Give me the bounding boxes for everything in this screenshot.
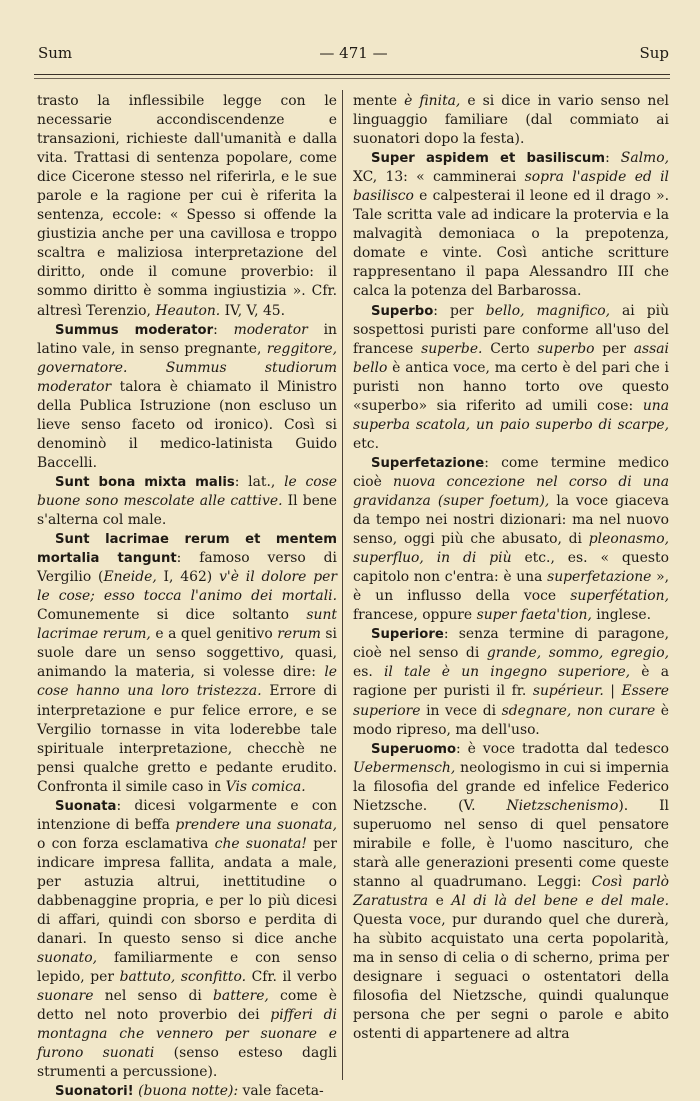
entry-superiore: [353, 625, 669, 739]
entry-text: XC, 13: « camminerai: [353, 169, 525, 186]
entry-text: : è voce tradotta dal tedesco: [456, 740, 669, 757]
column-divider: [342, 90, 343, 1080]
italic-text: v'è il dolore per le cose; esso tocca l'animo dei mortali.: [37, 569, 337, 605]
headword: Summus moderator: [55, 322, 214, 338]
entry-text: o con forza esclamativa: [37, 835, 215, 852]
entry-text: Questa voce, pur durando quel che durerà, ha sùbito acquistato una certa popolarità, ma in senso di celia o di scherno, prima per designare i seguaci o ostentatori della filosofia del Nietzsche, quindi qualunque persona che per segni o parole e abito ostenti di appartenere ad altra: [353, 912, 669, 1043]
entry-text: trasto la inflessibile legge con le necessarie accondiscendenze e transazioni, richieste dall'umanità e dalla vita. Trattasi di sentenza popolare, come dice Cicerone stesso nel riferirla, e le sue parole e la ragione per cui è riferita la sentenza, eccole: « Spesso si offende la giustizia anche per una cavillosa e troppo scaltra e maliziosa interpretazione del diritto, onde il comune proverbio: il sommo diritto è somma ingiustizia ». Cfr. altresì Terenzio,: [37, 93, 337, 319]
right-column: [353, 92, 669, 1044]
italic-text: Essere superiore: [353, 683, 669, 719]
entry-text: ). Il superuomo nel senso di quel pensatore mirabile e folle, è l'uomo nascituro, che starà alle generazioni presenti come queste stanno al quadrumano. Leggi:: [353, 797, 669, 890]
italic-text: Heauton.: [155, 302, 221, 319]
entry-text: : lat.,: [234, 473, 285, 490]
italic-text: Così parlò Zaratustra: [353, 873, 669, 909]
entry-text: vale faceta-: [238, 1083, 324, 1100]
entry-text: :: [213, 321, 234, 338]
entry-text: e a quel genitivo: [150, 626, 278, 643]
entry-text: : famoso verso di Vergilio (: [37, 550, 337, 586]
header-right-guide-word: Sup: [639, 44, 669, 62]
italic-text: che suonata!: [214, 835, 307, 852]
italic-text: suonato,: [37, 950, 98, 967]
entry-text: Comunemente si dice soltanto: [37, 607, 307, 624]
entry-text: », è un influsso della voce: [353, 569, 669, 605]
entry-text: francese, oppure: [353, 607, 477, 624]
entry-text: è a ragione per puristi il fr.: [353, 664, 669, 700]
left-column: [37, 92, 337, 1101]
italic-text: è finita,: [404, 93, 461, 109]
italic-text: Nietzschenismo: [506, 797, 619, 814]
entry-text: :: [605, 150, 621, 167]
running-header: [38, 44, 669, 70]
italic-text: battere,: [213, 988, 269, 1005]
entry-text: (senso esteso dagli strumenti a percussione).: [37, 1045, 337, 1081]
italic-text: sunt lacrimae rerum,: [37, 607, 337, 643]
entry-text: : dicesi volgarmente e con intenzione di beffa: [37, 797, 337, 833]
continued-entry: [353, 92, 669, 149]
italic-text: reggitore, governatore. Summus studiorum moderator: [37, 340, 337, 395]
headword: Sunt bona mixta malis: [55, 474, 235, 490]
entry-sunt-bona-mixta-malis: [37, 473, 337, 530]
headword: Superuomo: [371, 741, 457, 757]
entry-text: Certo: [482, 340, 538, 357]
entry-text: Il bene s'alterna col male.: [37, 492, 337, 529]
headword: Sunt lacrimae rerum et mentem mortalia tangunt: [37, 532, 337, 567]
entry-text: in latino vale, in senso pregnante,: [37, 321, 337, 357]
headword: Superfetazione: [371, 455, 485, 471]
italic-text: moderator: [233, 321, 308, 338]
headword: Superbo: [371, 303, 434, 319]
entry-text: è antica voce, ma certo è del pari che i puristi non hanno torto ove questo «superbo» sia riferito ad umili cose:: [353, 359, 669, 414]
entry-text: : come termine medico cioè: [353, 454, 669, 490]
italic-text: superbe.: [421, 340, 483, 357]
headword: Suonata: [55, 798, 117, 814]
italic-text: pifferi di montagna che vennero per suonare e furono suonati: [37, 1007, 337, 1062]
entry-summus-moderator: [37, 321, 337, 473]
entry-text: è modo ripreso, ma dell'uso.: [353, 702, 670, 738]
entry-text: : per: [433, 302, 486, 319]
entry-text: per: [594, 340, 634, 357]
italic-text: superfetazione: [547, 569, 652, 586]
italic-text: bello, magnifico,: [485, 302, 611, 319]
italic-text: superfétation,: [570, 588, 669, 605]
continued-entry: [37, 92, 337, 321]
entry-text: in vece di: [420, 702, 502, 719]
entry-text: I, 462): [156, 569, 220, 586]
italic-text: Al di là del bene e del male.: [451, 892, 669, 909]
entry-superuomo: [353, 740, 669, 1045]
entry-text: mente: [353, 93, 405, 109]
italic-text: supérieur.: [532, 683, 604, 700]
italic-text: Salmo,: [620, 150, 669, 167]
header-left-guide-word: Sum: [38, 44, 73, 62]
italic-text: assai bello: [353, 340, 669, 376]
header-rule: [34, 74, 670, 75]
entry-text: e calpesterai il leone ed il drago ». Tale scritta vale ad indicare la protervia e la malvagità demoniaca o la prepotenza, domate e vinte. Così antiche scritture rappresentano il papa Alessandro III che calca la potenza del Barbarossa.: [353, 188, 669, 300]
italic-text: le cose hanno una loro tristezza.: [37, 664, 337, 700]
entry-suonatori: [37, 1082, 337, 1101]
entry-text: inglese.: [591, 607, 652, 624]
italic-text: pleonasmo, superfluo, in di più: [353, 531, 669, 567]
entry-superfetazione: [353, 454, 669, 625]
entry-text: |: [603, 683, 622, 700]
italic-text: suonare: [37, 988, 94, 1005]
page-number: — 471 —: [319, 44, 388, 62]
italic-text: sopra l'aspide ed il basilisco: [353, 169, 669, 205]
entry-text: familiarmente e con senso lepido, per: [37, 950, 337, 986]
entry-text: nel senso di: [93, 988, 214, 1005]
italic-text: prendere una suonata,: [175, 816, 337, 833]
headword: Super aspidem et basiliscum: [371, 151, 606, 167]
entry-text: IV, V, 45.: [220, 302, 286, 319]
entry-text: la voce giaceva da tempo nei nostri dizionari: ma nel nuovo senso, oggi più che abusato, di: [353, 492, 669, 548]
entry-text: Cfr. il verbo: [246, 969, 337, 986]
headword: Superiore: [371, 627, 444, 643]
headword: Suonatori!: [55, 1084, 134, 1100]
italic-text: nuova concezione nel corso di una gravidanza (super foetum),: [353, 473, 669, 509]
header-rule-secondary: [34, 78, 670, 79]
entry-text: etc., es. « questo capitolo non c'entra: è una: [353, 550, 669, 586]
italic-text: Vis comica.: [225, 778, 306, 795]
entry-text: si suole dare un senso soggettivo, quasi, animando la materia, si volesse dire:: [37, 626, 337, 681]
entry-text: per indicare impresa fallita, andata a male, per astuzia altrui, inettitudine o dabbenaggine propria, e per lo più dicesi di affari, quindi con sborso e perdita di danari. In questo senso si dice anche: [37, 835, 337, 948]
italic-text: super faeta'tion,: [476, 607, 592, 624]
entry-sunt-lacrimae-rerum: [37, 530, 337, 797]
italic-text: una superba scatola, un paio superbo di scarpe,: [353, 397, 669, 433]
entry-text: ai più sospettosi puristi pare conforme all'uso del francese: [353, 302, 670, 357]
italic-text: Eneide,: [103, 569, 157, 586]
entry-superbo: [353, 302, 669, 454]
entry-suonata: [37, 797, 337, 1083]
entry-text: e: [428, 892, 452, 909]
italic-text: (buona notte):: [138, 1083, 239, 1100]
italic-text: superbo: [537, 340, 595, 357]
entry-text: es.: [353, 664, 384, 681]
entry-text: come è detto nel noto proverbio dei: [37, 988, 337, 1024]
italic-text: sdegnare, non curare: [501, 702, 656, 719]
entry-super-aspidem: [353, 149, 669, 301]
italic-text: battuto, sconfitto.: [119, 969, 247, 986]
italic-text: rerum: [277, 626, 321, 643]
italic-text: grande, sommo, egregio,: [486, 645, 669, 662]
entry-text: : senza termine di paragone, cioè nel senso di: [353, 626, 669, 662]
entry-text: etc.: [353, 435, 379, 452]
entry-text: e si dice in vario senso nel linguaggio familiare (dal commiato ai suonatori dopo la festa).: [353, 93, 669, 148]
italic-text: Uebermensch,: [353, 759, 456, 776]
entry-text: neologismo in cui si impernia la filosofia del grande ed infelice Federico Nietzsche. (V.: [353, 759, 669, 814]
italic-text: il tale è un ingegno superiore,: [383, 664, 631, 681]
entry-text: Errore di interpretazione e pur felice errore, e se Vergilio tornasse in vita loderebbe tale spirituale interpretazione, checchè ne pensi qualche gretto e pedante erudito. Confronta il simile caso in: [37, 683, 337, 795]
italic-text: le cose buone sono mescolate alle cattive.: [37, 473, 337, 509]
entry-text: talora è chiamato il Ministro della Publica Istruzione (non escluso un lieve senso faceto od ironico). Così si denominò il medico-latinista Guido Baccelli.: [37, 378, 337, 471]
